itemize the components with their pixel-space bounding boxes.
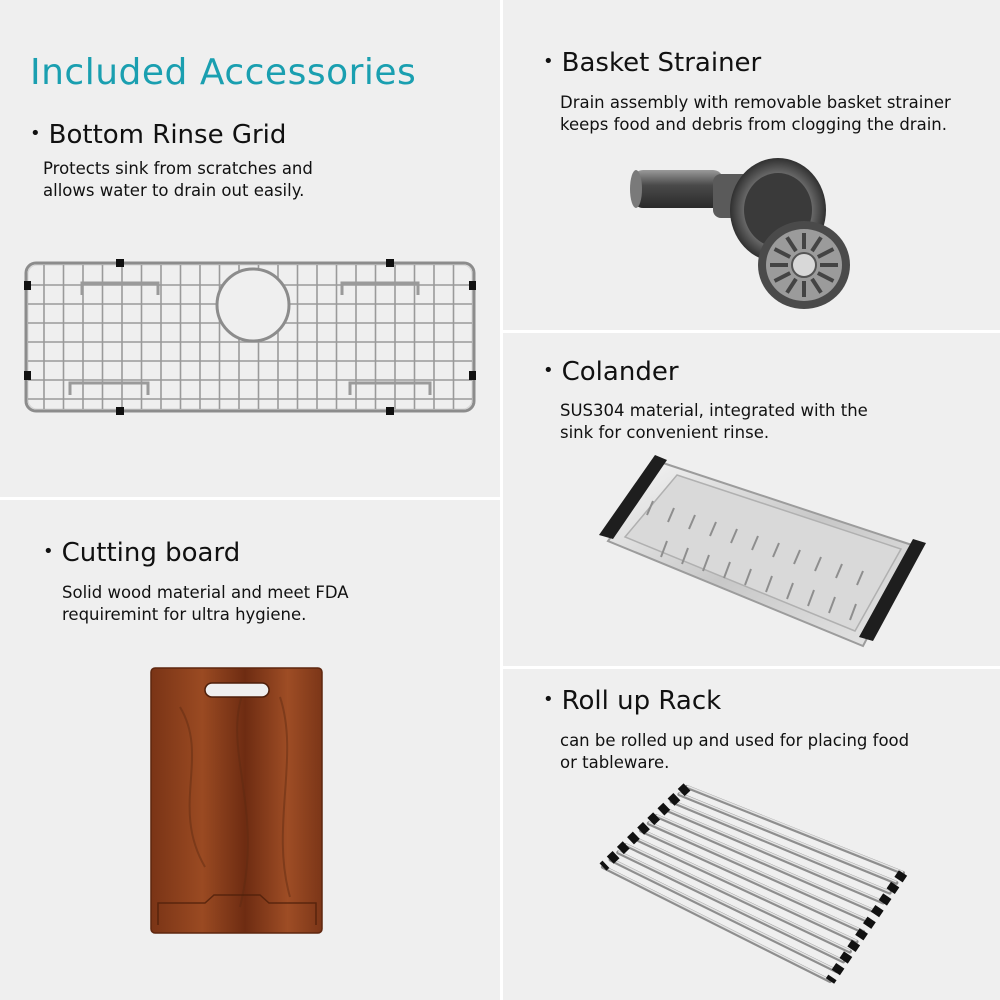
panel-roll-up-rack: [503, 669, 1000, 1000]
item-title-colander: • Colander: [543, 357, 679, 387]
basket-strainer-image: [628, 160, 858, 320]
rinse-grid-image: [20, 255, 480, 420]
page-heading: Included Accessories: [30, 52, 417, 93]
item-title-bottom-rinse-grid: • Bottom Rinse Grid: [30, 120, 287, 150]
item-title-cutting-board: • Cutting board: [43, 538, 241, 568]
item-title-basket-strainer: • Basket Strainer: [543, 48, 762, 78]
item-title-roll-up-rack: • Roll up Rack: [543, 686, 722, 716]
item-desc-basket-strainer: Drain assembly with removable basket strainer keeps food and debris from clogging the drain.: [560, 93, 951, 134]
item-desc-cutting-board: Solid wood material and meet FDA requiremint for ultra hygiene.: [62, 583, 349, 624]
panel-bottom-rinse-grid: [0, 0, 500, 497]
item-desc-bottom-rinse-grid: Protects sink from scratches and allows water to drain out easily.: [43, 159, 313, 200]
item-desc-colander: SUS304 material, integrated with the sink for convenient rinse.: [560, 401, 868, 442]
panel-colander: [503, 333, 1000, 666]
roll-up-rack-image: [595, 781, 915, 991]
item-desc-roll-up-rack: can be rolled up and used for placing food or tableware.: [560, 731, 910, 772]
cutting-board-image: [150, 667, 324, 935]
panel-cutting-board: [0, 500, 500, 1000]
panel-basket-strainer: [503, 0, 1000, 330]
colander-image: [593, 451, 933, 656]
